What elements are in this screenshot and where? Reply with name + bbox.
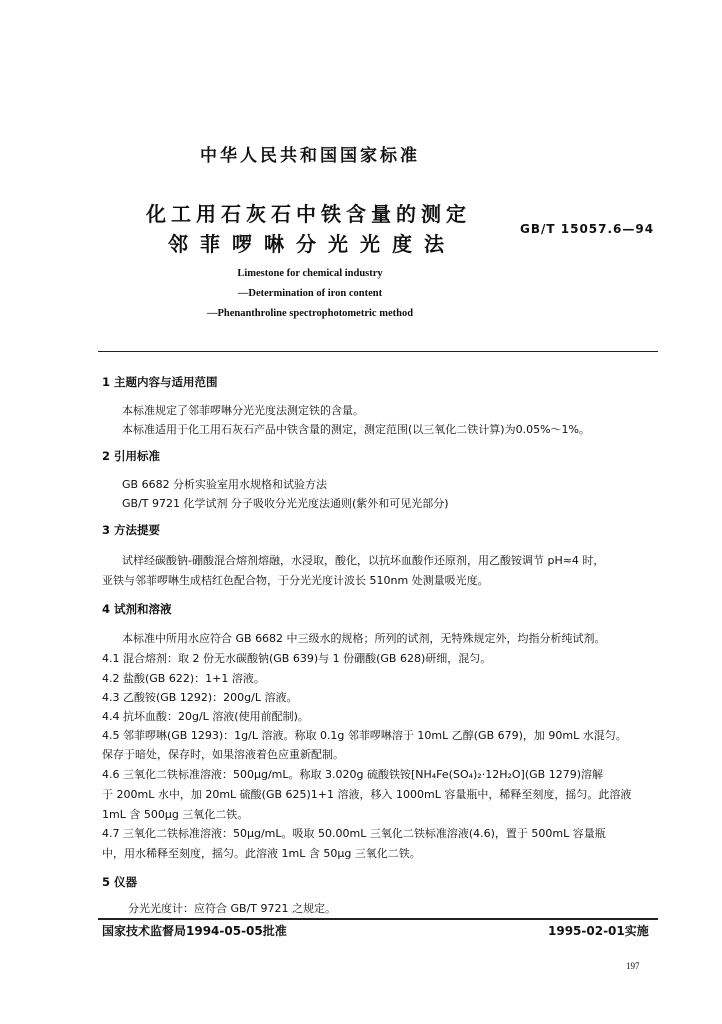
national-standard-label: 中华人民共和国国家标准 bbox=[200, 146, 420, 166]
title-english-line2: —Determination of iron content bbox=[237, 288, 383, 299]
section-1-paragraph-1: 本标准规定了邻菲啰啉分光光度法测定铁的含量。 bbox=[122, 404, 364, 417]
section-1-paragraph-2: 本标准适用于化工用石灰石产品中铁含量的测定，测定范围(以三氧化二铁计算)为0.05%～1%。 bbox=[122, 423, 590, 436]
section-4-2: 4.2 盐酸(GB 622)：1+1 溶液。 bbox=[102, 672, 265, 685]
approval-date: 国家技术监督局1994-05-05批准 bbox=[102, 924, 287, 938]
title-chinese-line1: 化工用石灰石中铁含量的测定 bbox=[146, 202, 471, 226]
header-divider bbox=[98, 351, 658, 352]
title-english-line1: Limestone for chemical industry bbox=[237, 268, 383, 279]
section-4-4: 4.4 抗坏血酸：20g/L 溶液(使用前配制)。 bbox=[102, 710, 309, 723]
section-4-6-line1: 4.6 三氧化二铁标准溶液：500μg/mL。称取 3.020g 硫酸铁铵[NH₄Fe(SO₄)₂·12H₂O](GB 1279)溶解 bbox=[102, 768, 603, 781]
section-4-5-line2: 保存于暗处，保存时，如果溶液着色应重新配制。 bbox=[102, 748, 344, 761]
section-5-heading: 5 仪器 bbox=[102, 875, 138, 889]
title-english-line3: —Phenanthroline spectrophotometric method bbox=[206, 308, 414, 319]
section-4-7-line1: 4.7 三氧化二铁标准溶液：50μg/mL。吸取 50.00mL 三氧化二铁标准溶液(4.6)，置于 500mL 容量瓶 bbox=[102, 827, 606, 840]
standard-number: GB/T 15057.6—94 bbox=[520, 222, 655, 236]
implementation-date: 1995-02-01实施 bbox=[548, 924, 649, 938]
section-3-paragraph-line1: 试样经碳酸钠-硼酸混合熔剂熔融，水浸取，酸化，以抗坏血酸作还原剂，用乙酸铵调节 pH≈4 时， bbox=[122, 554, 605, 567]
section-4-5-line1: 4.5 邻菲啰啉(GB 1293)：1g/L 溶液。称取 0.1g 邻菲啰啉溶于 10mL 乙醇(GB 679)，加 90mL 水混匀。 bbox=[102, 729, 627, 742]
page-number: 197 bbox=[626, 961, 640, 971]
section-4-3: 4.3 乙酸铵(GB 1292)：200g/L 溶液。 bbox=[102, 691, 298, 704]
section-3-paragraph-line2: 亚铁与邻菲啰啉生成桔红色配合物，于分光光度计波长 510nm 处测量吸光度。 bbox=[102, 574, 489, 587]
footer-divider bbox=[98, 918, 658, 920]
section-4-6-line3: 1mL 含 500μg 三氧化二铁。 bbox=[102, 808, 249, 821]
section-2-reference-2: GB/T 9721 化学试剂 分子吸收分光光度法通则(紫外和可见光部分) bbox=[122, 497, 449, 510]
section-4-1: 4.1 混合熔剂：取 2 份无水碳酸钠(GB 639)与 1 份硼酸(GB 628)研细，混匀。 bbox=[102, 652, 492, 665]
title-chinese-line2: 邻菲啰啉分光光度法 bbox=[168, 232, 456, 256]
section-4-6-line2: 于 200mL 水中，加 20mL 硫酸(GB 625)1+1 溶液，移入 1000mL 容量瓶中，稀释至刻度，摇匀。此溶液 bbox=[102, 788, 632, 801]
section-1-heading: 1 主题内容与适用范围 bbox=[102, 375, 218, 389]
section-5-paragraph-1: 分光光度计：应符合 GB/T 9721 之规定。 bbox=[128, 902, 336, 915]
section-2-reference-1: GB 6682 分析实验室用水规格和试验方法 bbox=[122, 478, 328, 491]
section-4-intro: 本标准中所用水应符合 GB 6682 中三级水的规格；所列的试剂，无特殊规定外，均指分析纯试剂。 bbox=[122, 632, 606, 645]
section-2-heading: 2 引用标准 bbox=[102, 449, 161, 463]
section-4-7-line2: 中，用水稀释至刻度，摇匀。此溶液 1mL 含 50μg 三氧化二铁。 bbox=[102, 847, 421, 860]
section-3-heading: 3 方法提要 bbox=[102, 523, 161, 537]
section-4-heading: 4 试剂和溶液 bbox=[102, 602, 172, 616]
